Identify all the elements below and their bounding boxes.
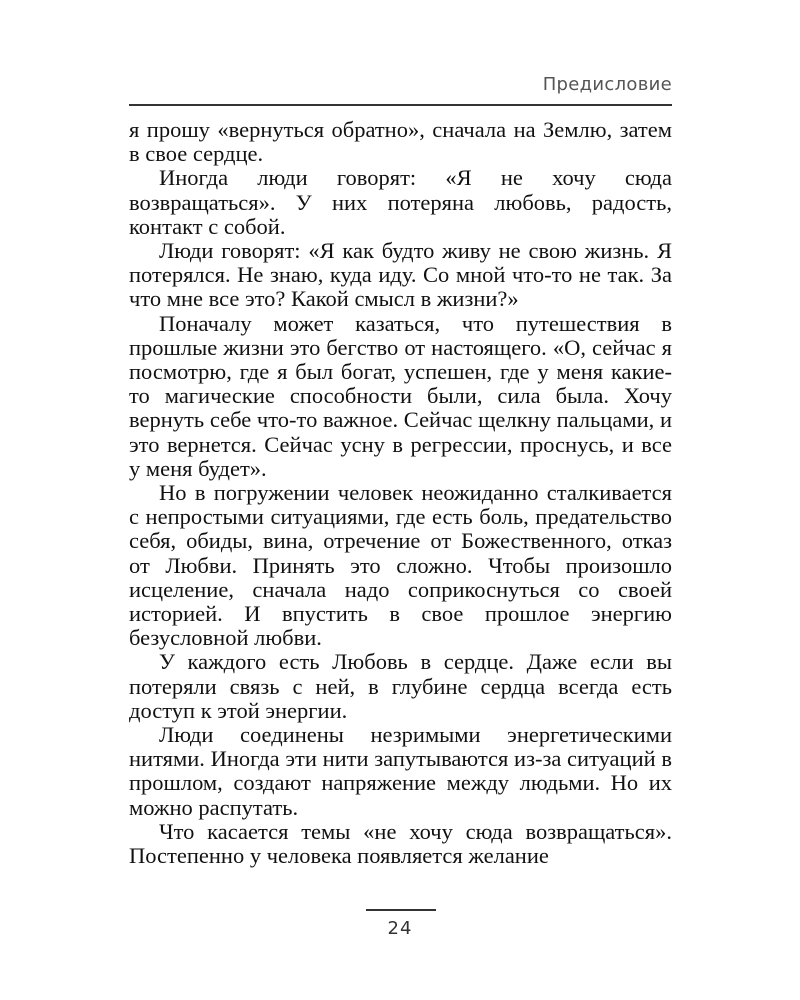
paragraph: У каждого есть Любовь в сердце. Даже если вы потеряли связь с ней, в глубине сердца всегда есть доступ к этой энергии. [129,649,672,723]
header-rule [129,104,672,106]
paragraph: Люди соединены незримыми энергетическими нитями. Иногда эти нити запутываются из-за ситуаций в прошлом, создают напряжение между людьми. Но их можно распутать. [129,722,672,820]
running-header: Предисловие [542,74,672,95]
paragraph: Но в погружении человек неожиданно сталкивается с непростыми ситуациями, где есть боль, предательство себя, обиды, вина, отречение от Божественного, отказ от Любви. Принять это сложно. Чтобы произошло исцеление, сначала надо соприкоснуться со своей историей. И впустить в свое прошлое энергию безусловной любви. [129,480,672,651]
paragraph: Люди говорят: «Я как будто живу не свою жизнь. Я потерялся. Не знаю, куда иду. Со мной что-то не так. За что мне все это? Какой смысл в жизни?» [129,238,672,312]
paragraph-continued: я прошу «вернуться обратно», сначала на Землю, затем в свое сердце. [129,117,672,167]
page-number: 24 [387,918,413,939]
paragraph: Что касается темы «не хочу сюда возвращаться». Постепенно у человека появляется желание [129,818,672,869]
footer-rule [366,909,436,911]
paragraph: Поначалу может казаться, что путешествия в прошлые жизни это бегство от настоящего. «О, сейчас я посмотрю, где я был богат, успешен, где у меня какие-то магические способности были, сила была. Хочу вернуть себе что-то важное. Сейчас щелкну пальцами, и это вернется. Сейчас усну в регрессии, проснусь, и все у меня будет». [129,310,672,481]
body-text [129,118,672,868]
paragraph: Иногда люди говорят: «Я не хочу сюда возвращаться». У них потеряна любовь, радость, контакт с собой. [129,165,672,239]
